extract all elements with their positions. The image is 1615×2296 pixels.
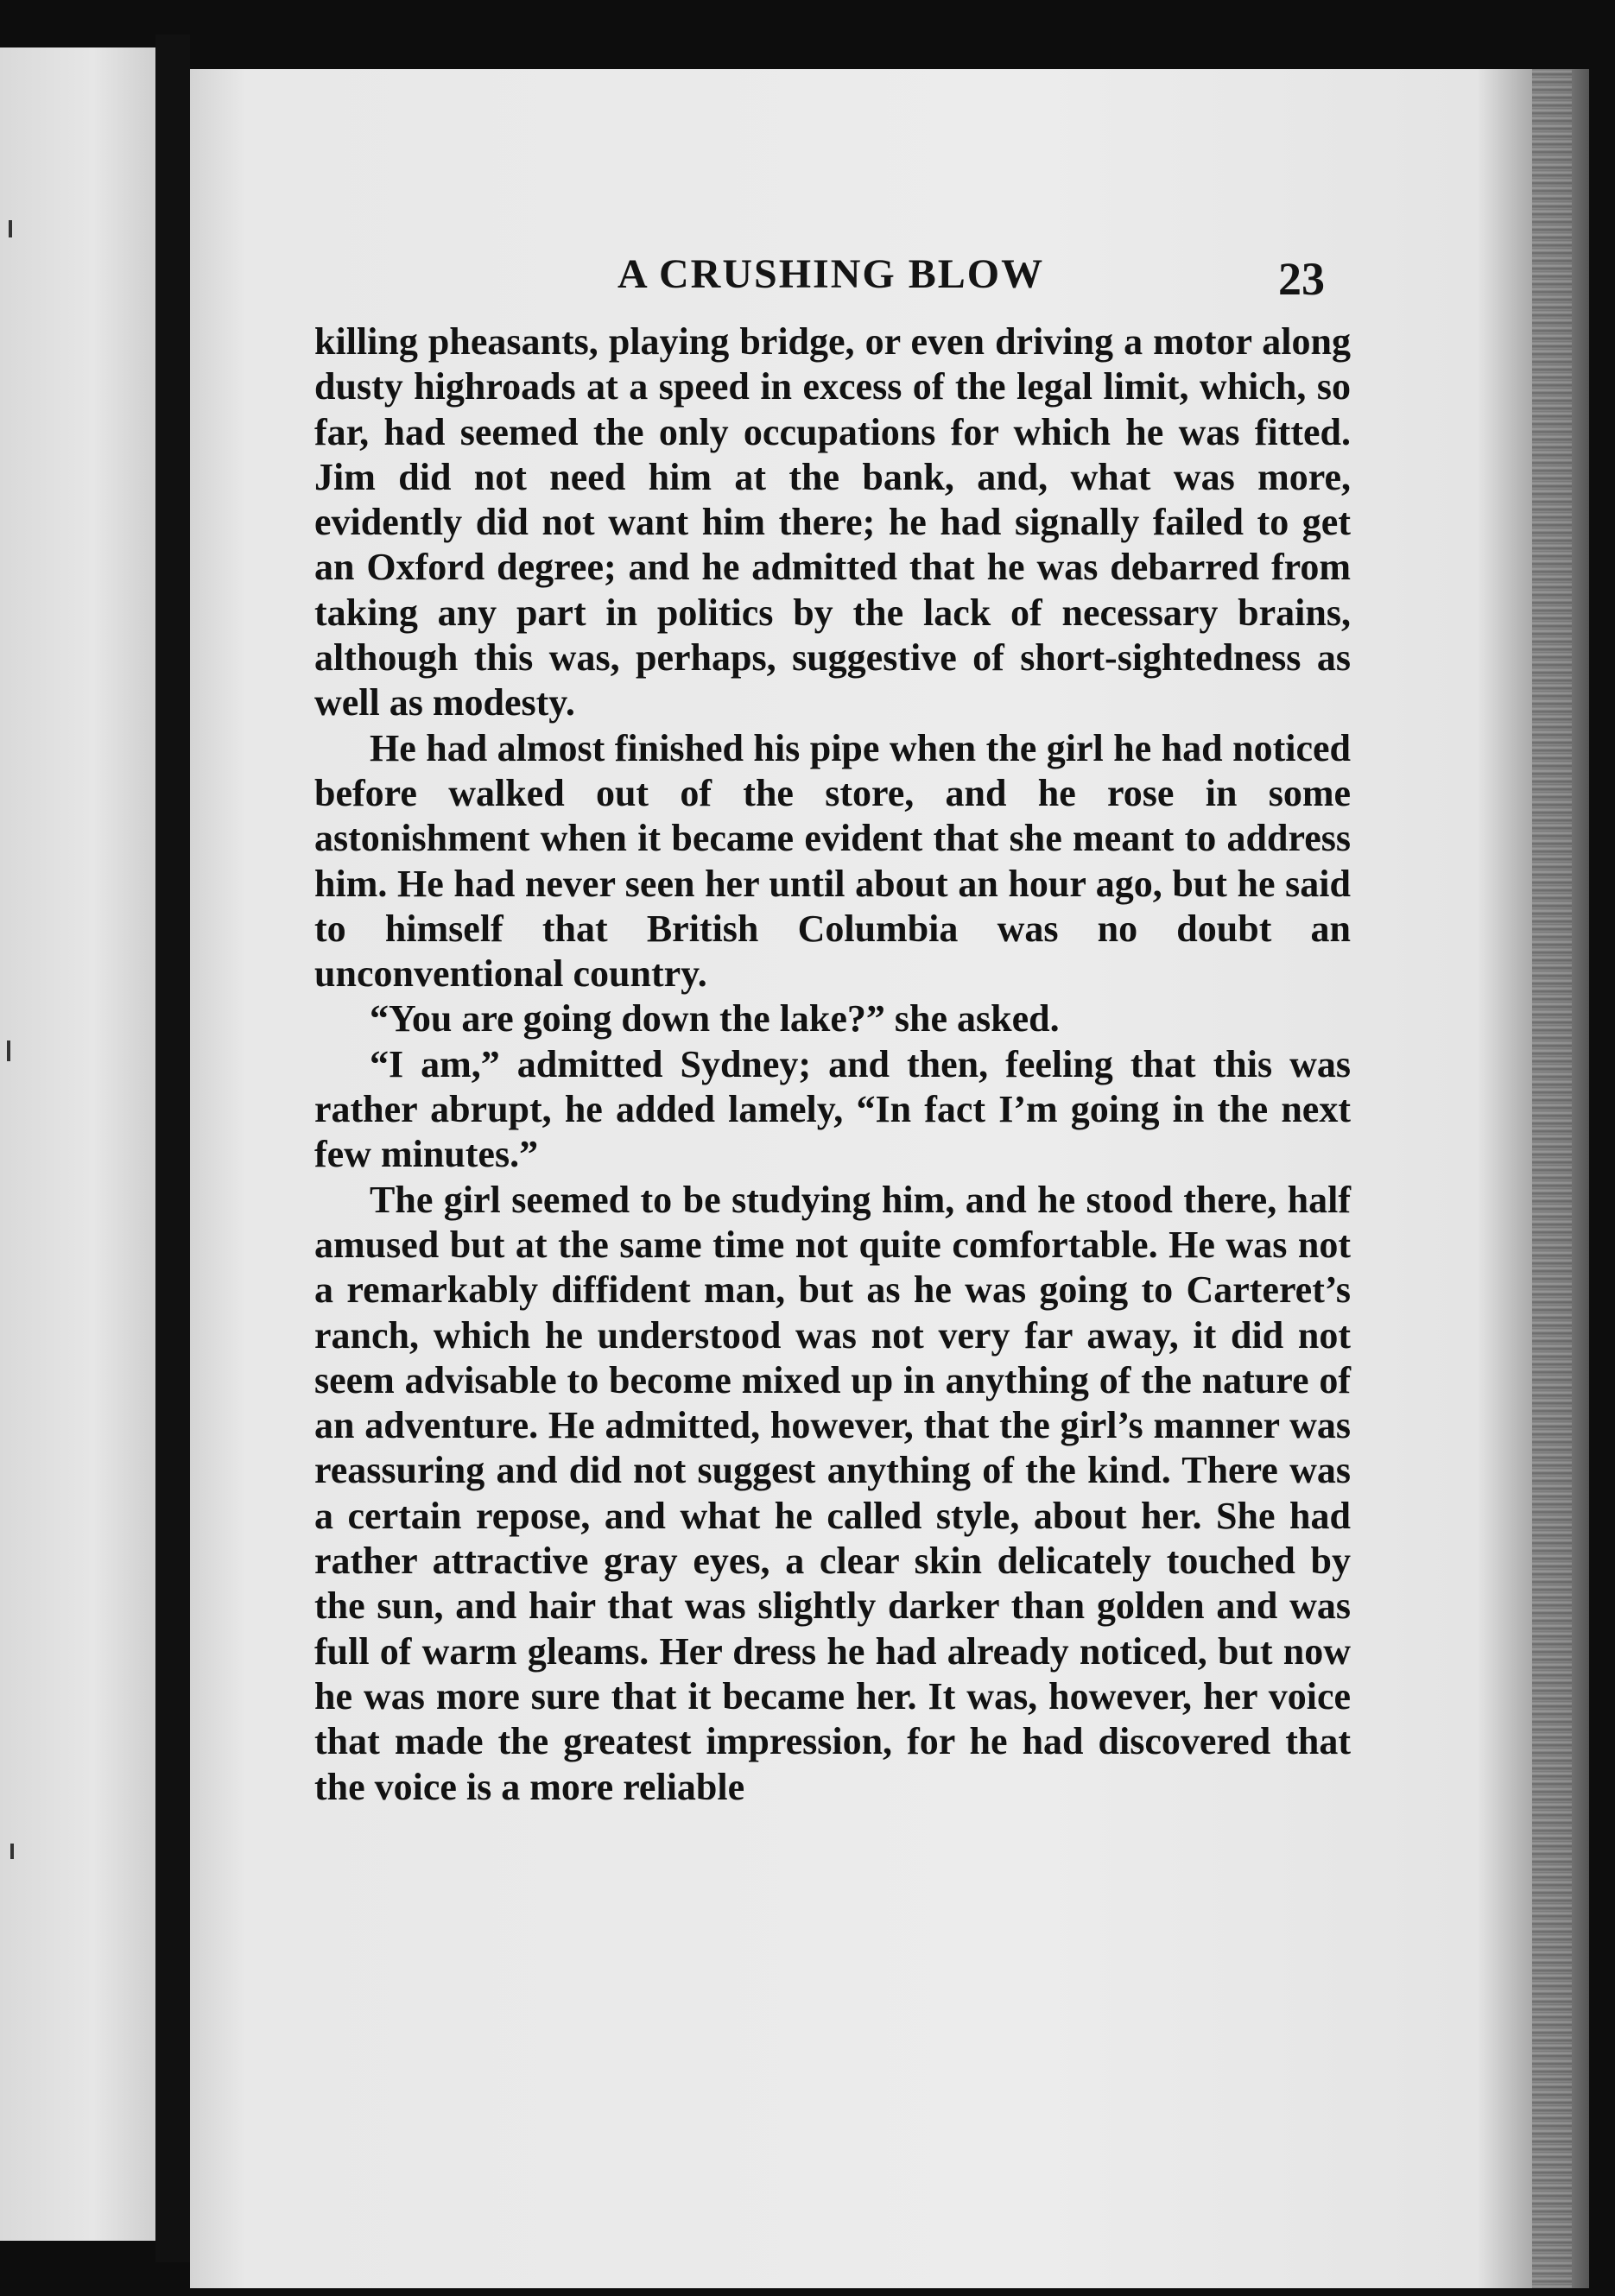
paragraph-2: He had almost finished his pipe when the girl he had noticed before walked out of the store, and he rose in some astonishment when it became evident that she meant to address him. He had never seen her until about an hour ago, but he said to himself that British Columbia was no doubt an unconventional country. xyxy=(314,726,1351,996)
paragraph-3: “You are going down the lake?” she asked. xyxy=(370,997,1060,1040)
running-head xyxy=(0,250,1615,311)
page-speck xyxy=(9,220,12,237)
chapter-title: A CRUSHING BLOW xyxy=(618,251,1045,297)
paragraph-5: The girl seemed to be studying him, and he stood there, half amused but at the same time not quite comfortable. He was not a remarkably diffident man, but as he was going to Carteret’s ranch, which he understood was not very far away, it did not seem advisable to become mixed up in anything of the nature of an adventure. He admitted, however, that the girl’s manner was reassuring and did not suggest anything of the kind. There was a certain repose, and what he called style, about her. She had rather attractive gray eyes, a clear skin delicately touched by the sun, and hair that was slightly darker than golden and was full of warm gleams. Her dress he had already noticed, but now he was more sure that it became her. It was, however, her voice that made the greatest impression, for he had discovered that the voice is a more reliable xyxy=(314,1178,1351,1808)
page-speck xyxy=(7,1040,10,1061)
book-gutter xyxy=(155,35,190,2262)
body-text xyxy=(314,319,1351,1810)
paragraph-1: killing pheasants, playing bridge, or even driving a motor along dusty highroads at a speed in excess of the legal limit, which, so far, had seemed the only occupations for which he was fitted. Jim did not need him at the bank, and, what was more, evidently did not want him there; he had signally failed to get an Oxford degree; and he admitted that he was debarred from taking any part in politics by the lack of necessary brains, although this was, perhaps, suggestive of short-sightedness as well as modesty. xyxy=(314,320,1351,724)
page-edge-fringe xyxy=(1532,69,1572,2288)
facing-page-edge xyxy=(0,47,155,2241)
paragraph-4: “I am,” admitted Sydney; and then, feeling that this was rather abrupt, he added lamely, “In fact I’m going in the next few minutes.” xyxy=(314,1042,1351,1176)
page-speck xyxy=(10,1844,14,1859)
page-number: 23 xyxy=(1278,253,1325,305)
